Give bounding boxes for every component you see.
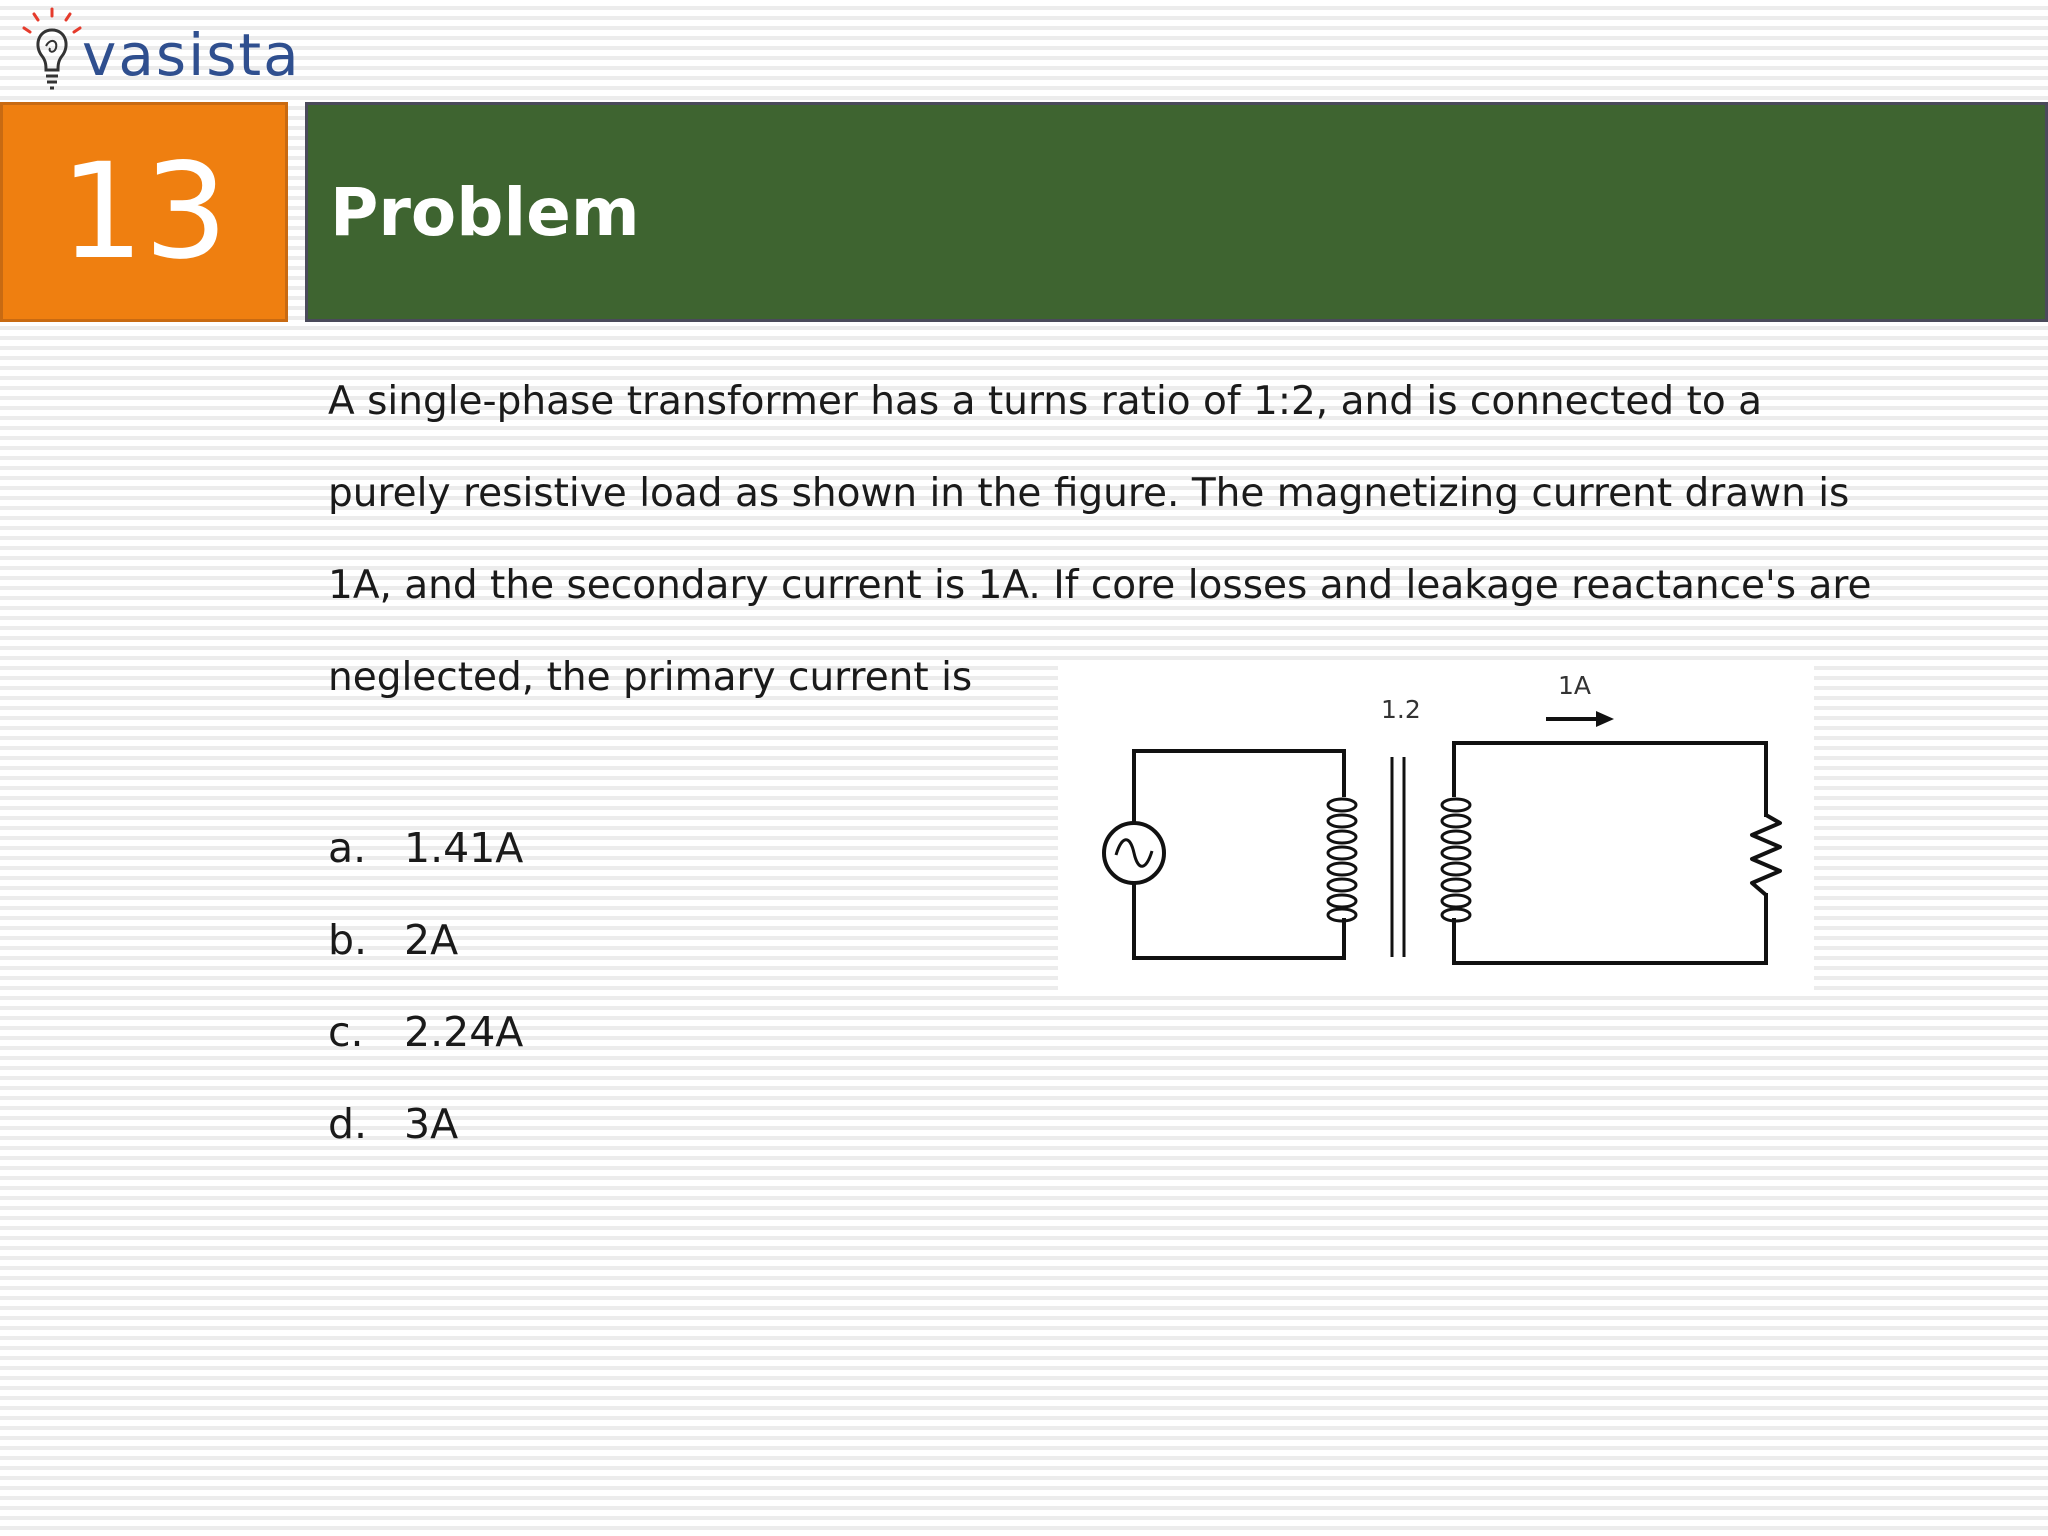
option-text: 1.41A xyxy=(404,824,524,872)
secondary-wire xyxy=(1454,895,1766,963)
question-line: purely resistive load as shown in the figure. The magnetizing current drawn is xyxy=(328,471,1850,516)
transformer-icon xyxy=(1328,757,1470,957)
logo xyxy=(22,6,301,98)
primary-wire xyxy=(1134,865,1344,958)
ac-source-icon xyxy=(1104,823,1164,883)
slide-number: 13 xyxy=(0,102,288,322)
option-text: 3A xyxy=(404,1100,459,1148)
primary-wire xyxy=(1134,751,1344,840)
option-text: 2A xyxy=(404,916,459,964)
logo-text: vasista xyxy=(82,21,301,89)
option-letter: b. xyxy=(328,916,368,964)
option-letter: a. xyxy=(328,824,367,872)
question-line: neglected, the primary current is xyxy=(328,655,973,700)
current-label: 1A xyxy=(1558,671,1592,700)
resistor-icon xyxy=(1752,815,1780,895)
turns-ratio-label: 1.2 xyxy=(1381,695,1421,724)
answer-options xyxy=(328,802,523,1170)
option-a xyxy=(328,802,523,894)
circuit-diagram xyxy=(1058,665,1814,990)
primary-coil xyxy=(1328,799,1356,921)
slide-title: Problem xyxy=(330,173,640,251)
question-line: A single-phase transformer has a turns ratio of 1:2, and is connected to a xyxy=(328,379,1762,424)
option-text: 2.24A xyxy=(404,1008,524,1056)
circuit-figure xyxy=(1058,665,1814,990)
option-b xyxy=(328,894,523,986)
question-line: 1A, and the secondary current is 1A. If core losses and leakage reactance's are xyxy=(328,563,1872,608)
secondary-coil xyxy=(1442,799,1470,921)
secondary-wire xyxy=(1454,743,1766,815)
option-d xyxy=(328,1078,523,1170)
option-letter: c. xyxy=(328,1008,364,1056)
option-letter: d. xyxy=(328,1100,368,1148)
title-bar xyxy=(305,102,2048,322)
arrow-right-icon xyxy=(1546,711,1614,727)
option-c xyxy=(328,986,523,1078)
